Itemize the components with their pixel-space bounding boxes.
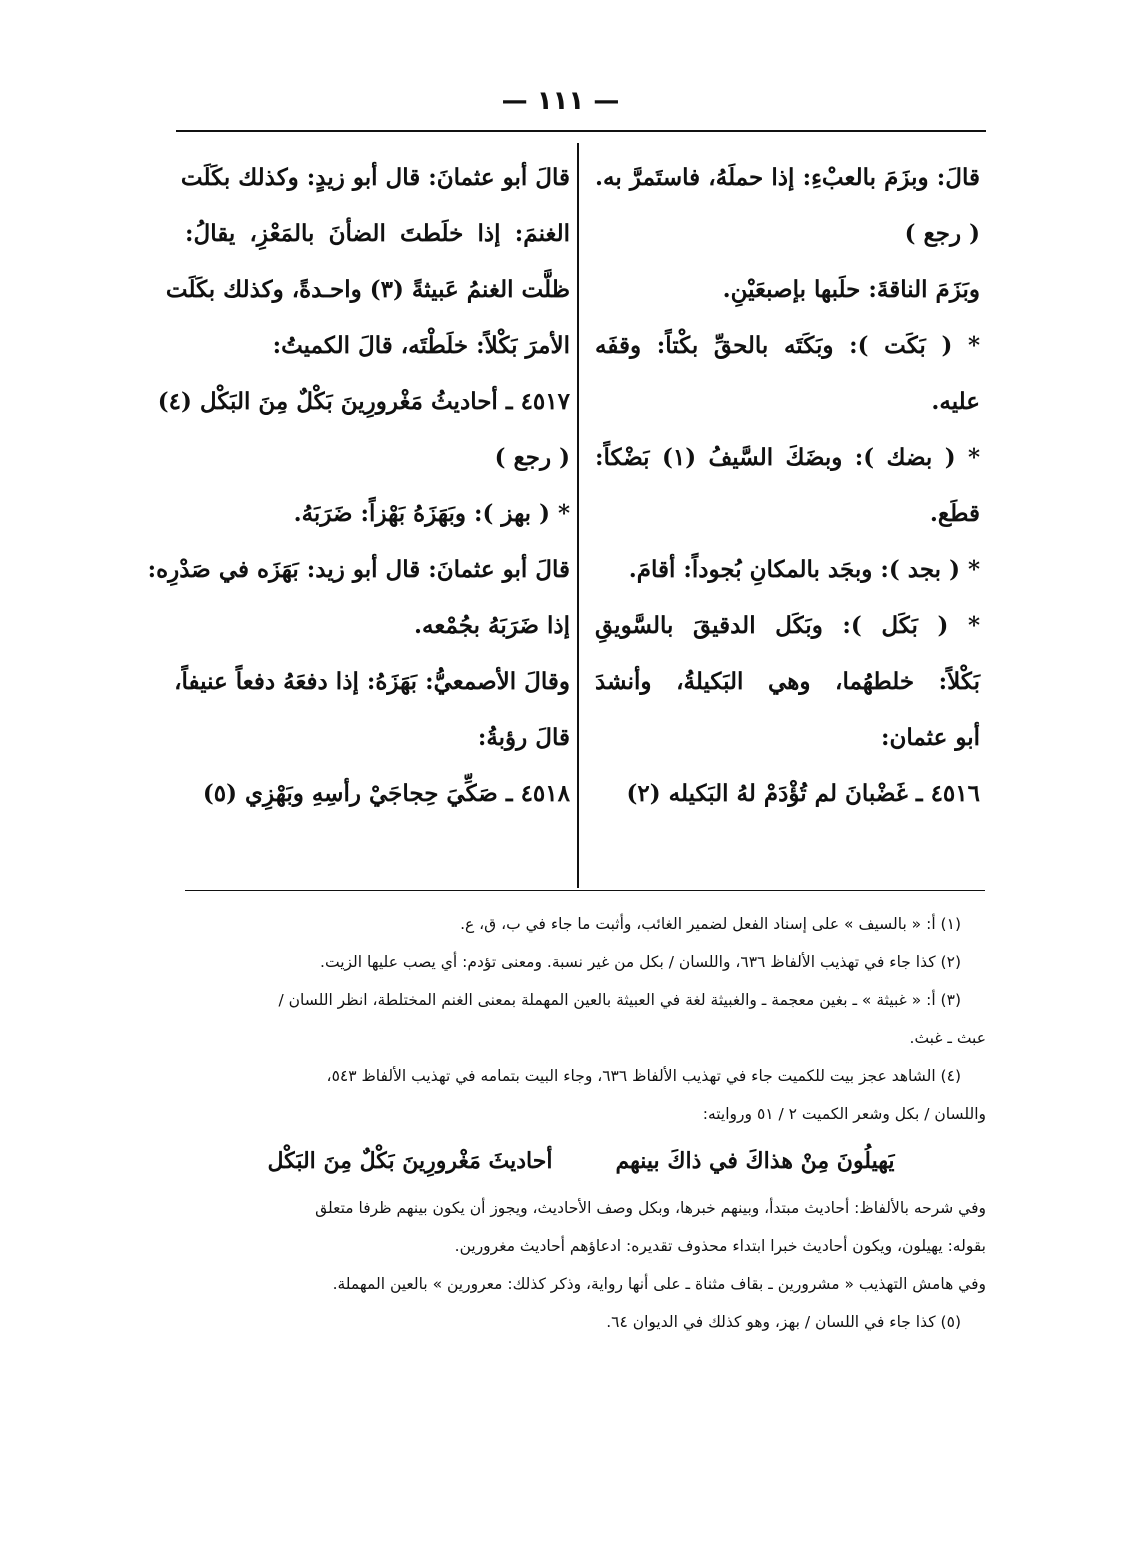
text-line: قالَ أبو عثمانَ: قال أبو زيدٍ: وكذلك بكَلَت xyxy=(180,164,570,191)
left-column xyxy=(147,150,570,880)
footnote-line: واللسان / بكل وشعر الكميت ٢ / ٥١ وروايته: xyxy=(702,1105,986,1123)
text-line: ظلَّت الغنمُ عَبيثةً (٣) واحـدةً، وكذلك بكَلَت xyxy=(165,276,570,303)
text-line: قطَع. xyxy=(929,500,980,527)
text-line: عليه. xyxy=(931,388,980,415)
text-line: الغنمَ: إذا خلَطتَ الضأنَ بالمَعْزِ، يقالُ: xyxy=(185,220,570,247)
text-line: * ( بَكَل ): وبَكَل الدقيقَ بالسَّويقِ xyxy=(595,612,980,639)
text-line: ٤٥١٧ ـ أحاديثُ مَغْرورِينَ بَكْلٌ مِنَ البَكْل (٤) xyxy=(157,388,570,415)
text-line: * ( بجد ): وبجَد بالمكانِ بُجوداً: أقامَ. xyxy=(628,556,980,583)
text-line: * ( بضك ): وبضَكَ السَّيفُ (١) بَضْكاً: xyxy=(595,444,981,471)
footnote-line: وفي شرحه بالألفاظ: أحاديث مبتدأ، وبينهم خبرها، وبكل وصف الأحاديث، ويجوز أن يكون بينهم ظرفا متعلق xyxy=(315,1199,986,1217)
footnote-line: (٣) أ: « غبيثة » ـ بغين معجمة ـ والغبيثة لغة في العبيثة بالعين المهملة بمعنى الغنم المختلطة، انظر اللسان / xyxy=(278,991,961,1009)
footnote-line: عبث ـ غبث. xyxy=(909,1029,986,1047)
text-line: قالَ أبو عثمانَ: قال أبو زيد: بَهَزَه في صَدْرِه: xyxy=(147,556,570,583)
page-number: — ١١١ — xyxy=(501,86,620,116)
text-line: وبَزَمَ الناقةَ: حلَبها بإصبعَيْنِ. xyxy=(722,276,980,303)
text-line: ( رجع ) xyxy=(494,444,570,471)
text-line: قالَ: وبزَمَ بالعبْءِ: إذا حملَهُ، فاستَمرَّ به. xyxy=(595,164,980,191)
text-line: إذا ضَرَبَهُ بجُمْعه. xyxy=(414,612,570,639)
footnote-line: (٢) كذا جاء في تهذيب الألفاظ ٦٣٦، واللسان / بكل من غير نسبة. ومعنى تؤدم: أي يصب عليها الزيت. xyxy=(320,953,961,971)
footnote-line: (١) أ: « بالسيف » على إسناد الفعل لضمير الغائب، وأثبت ما جاء في ب، ق، ع. xyxy=(460,915,961,933)
text-line: بَكْلاً: خلطهُما، وهي البَكيلةُ، وأنشدَ xyxy=(595,668,980,695)
text-line: * ( بهز ): وبَهَزَهُ بَهْزاً: ضَرَبَهُ. xyxy=(293,500,570,527)
verse-hemistich-second: أحاديثَ مَغْرورِينَ بَكْلٌ مِنَ البَكْل xyxy=(267,1148,553,1174)
footnote-line: بقوله: يهيلون، ويكون أحاديث خبرا ابتداء محذوف تقديره: ادعاؤهم أحاديث مغرورين. xyxy=(454,1237,986,1255)
footnote-line: وفي هامش التهذيب « مشرورين ـ بقاف مثناة ـ على أنها رواية، وذكر كذلك: معرورين » بالعين المهملة. xyxy=(332,1275,986,1293)
text-line: ٤٥١٦ ـ غَضْبانَ لم تُؤْدَمْ لهُ البَكيله (٢) xyxy=(626,780,980,807)
text-line: أبو عثمان: xyxy=(880,724,980,751)
header-rule xyxy=(176,130,986,132)
footnote-rule xyxy=(185,890,985,891)
footnote-line: (٤) الشاهد عجز بيت للكميت جاء في تهذيب الألفاظ ٦٣٦، وجاء البيت بتمامه في تهذيب الألفاظ ٥٤٣، xyxy=(326,1067,961,1085)
text-line: قالَ رؤبةُ: xyxy=(477,724,570,751)
verse-hemistich-first: يَهيلُونَ مِنْ هذاكَ في ذاكَ بينهم xyxy=(615,1148,895,1174)
text-line: * ( بَكَت ): وبَكَتَه بالحقِّ بكْتاً: وقفَه xyxy=(595,332,980,359)
footnotes xyxy=(176,905,986,1341)
footnote-line: (٥) كذا جاء في اللسان / بهز، وهو كذلك في الديوان ٦٤. xyxy=(606,1313,961,1331)
text-line: ( رجع ) xyxy=(904,220,980,247)
text-line: ٤٥١٨ ـ صَكِّيَ حِجاجَيْ رأسِهِ وبَهْزِي (٥) xyxy=(202,780,570,807)
right-column xyxy=(595,150,980,880)
footnote-verse xyxy=(176,1133,986,1189)
text-line: وقالَ الأصمعيُّ: بَهَزَهُ: إذا دفعَهُ دفعاً عنيفاً، xyxy=(174,668,570,695)
text-line: الأمرَ بَكْلاً: خلَطْتَه، قالَ الكميتُ: xyxy=(272,332,570,359)
column-divider xyxy=(577,143,579,888)
